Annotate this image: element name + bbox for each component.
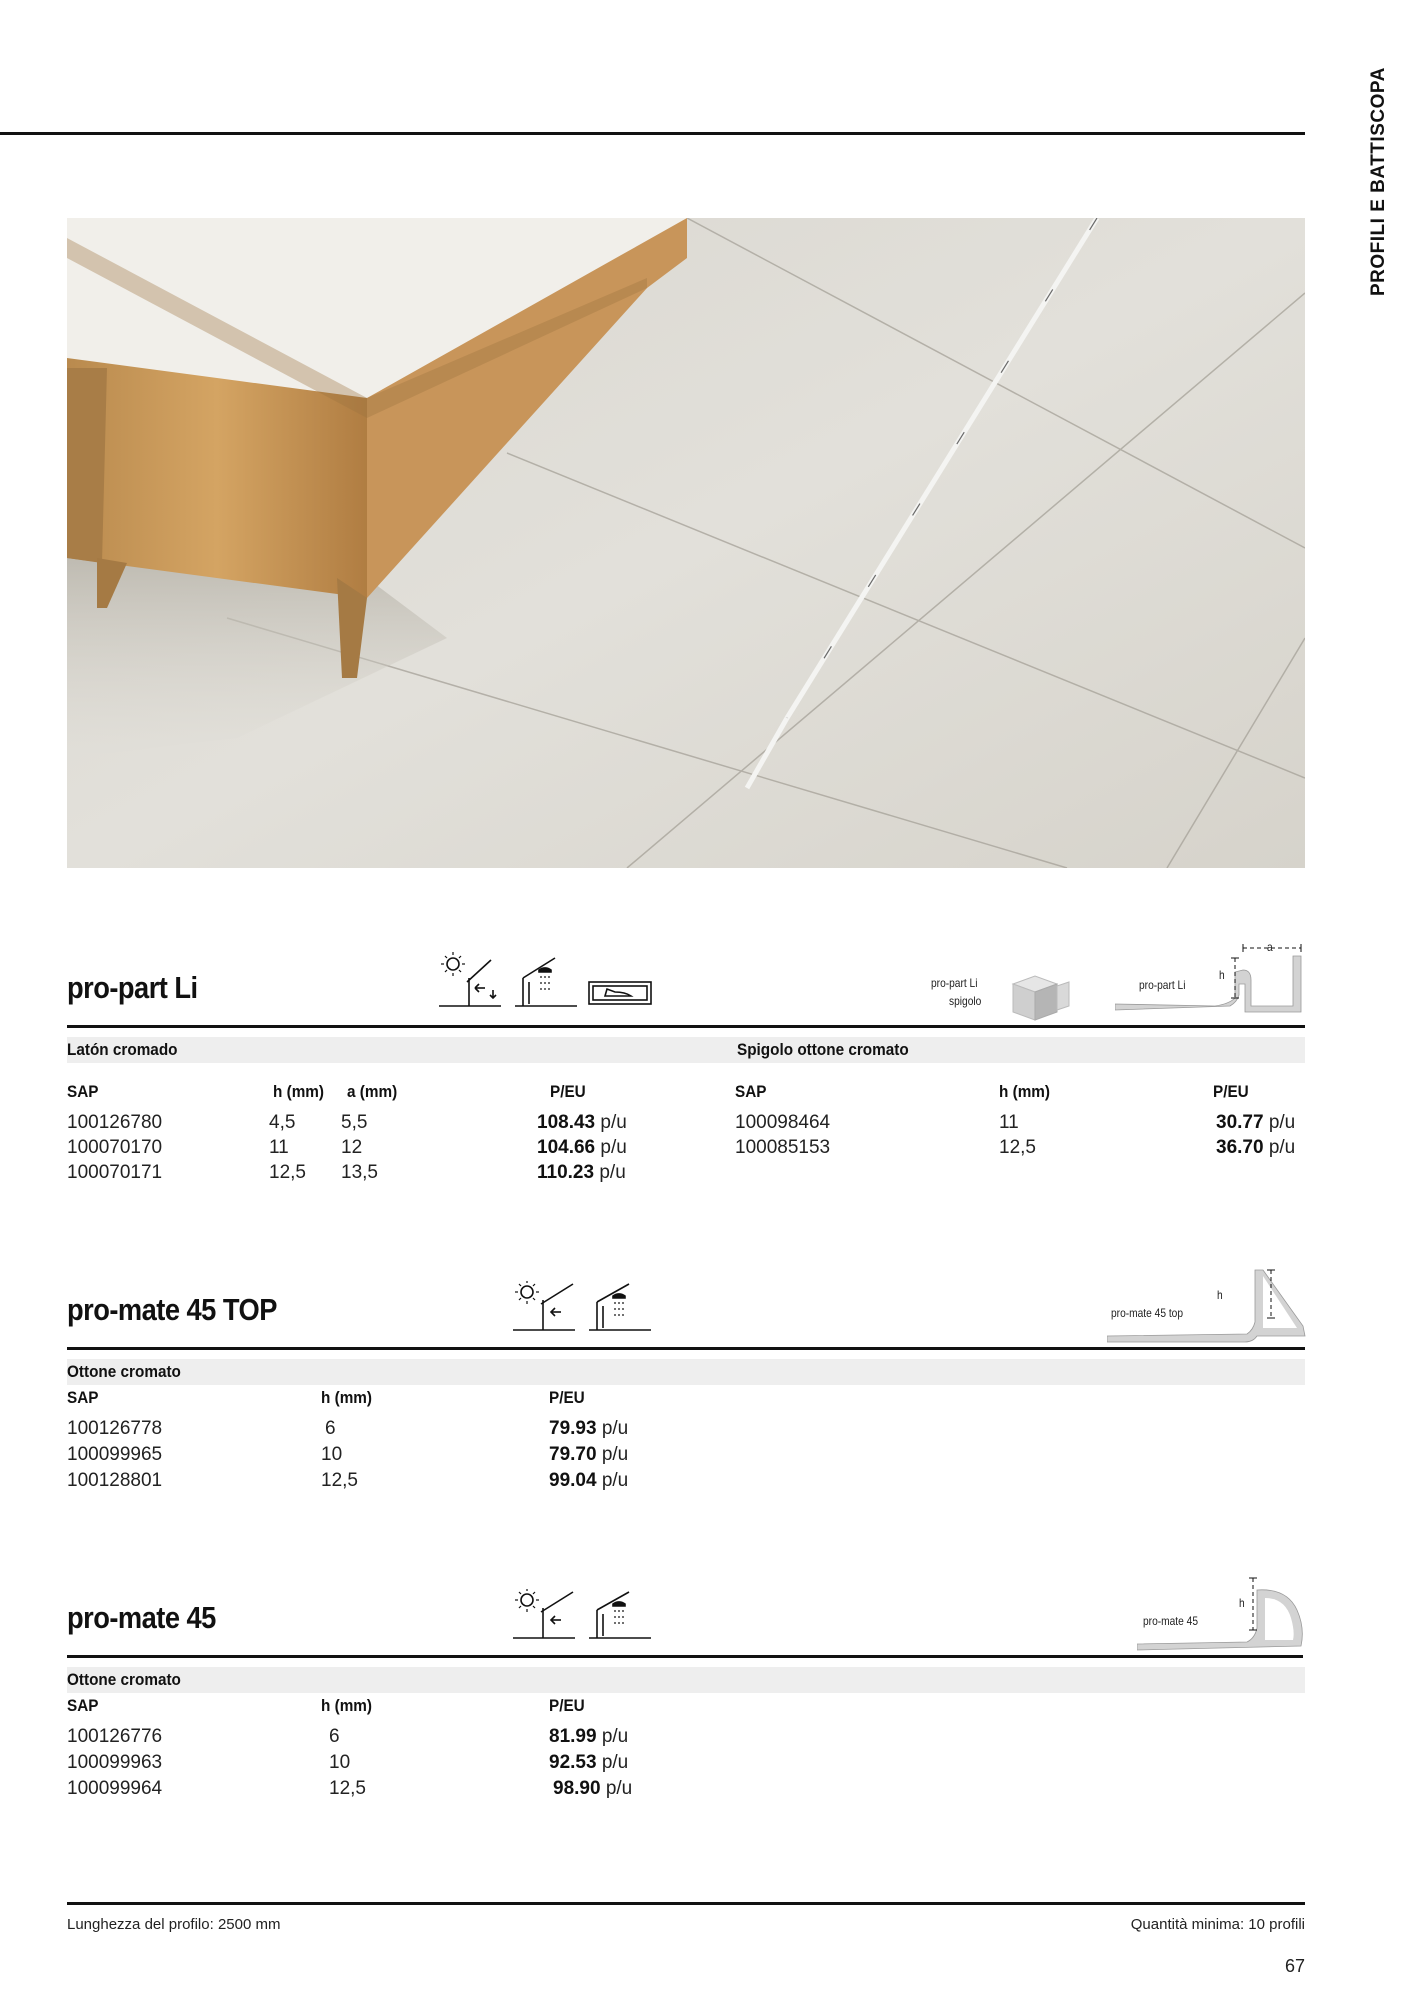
table-row-h-right: 12,5 [999,1137,1036,1158]
price-value: 92.53 [549,1752,597,1773]
material-band [67,1037,1305,1063]
price-unit: p/u [601,1470,629,1491]
table-row-sap: 100070171 [67,1162,163,1183]
price-unit: p/u [601,1418,629,1439]
table-row-a: 5,5 [341,1112,368,1133]
price-value: 79.70 [549,1444,597,1465]
table-row-sap: 100099964 [67,1778,163,1799]
table-row-sap: 100099963 [67,1752,163,1773]
bathroom-floor-photo [67,218,1305,868]
shower-icon [589,1284,651,1330]
table-row-h-right: 11 [999,1112,1019,1133]
material-band [67,1359,1305,1385]
table-row-price-right [1216,1137,1295,1159]
price-unit: p/u [605,1778,633,1799]
table-row-price [549,1752,628,1774]
price-value: 99.04 [549,1470,597,1491]
table-row-price [549,1418,628,1440]
table-row-sap: 100126780 [67,1112,163,1133]
table-row-price [553,1778,632,1800]
profile-length-note: Lunghezza del profilo: 2500 mm [67,1916,281,1933]
price-unit: p/u [1268,1112,1296,1133]
table-row-h: 11 [269,1137,289,1158]
table-row-price [537,1162,626,1184]
col-h: h (mm) [321,1696,373,1715]
corner-cube-icon [1005,968,1075,1024]
price-value: 98.90 [553,1778,601,1799]
col-price: P/EU [549,1696,585,1715]
table-row-price [537,1112,627,1134]
footer-divider [67,1902,1305,1905]
price-unit: p/u [601,1444,629,1465]
product-title: pro-mate 45 [67,1600,216,1635]
outdoor-sun-icon [513,1281,575,1330]
usage-icons [513,1280,663,1345]
price-value: 81.99 [549,1726,597,1747]
floor-walk-icon [589,982,651,1004]
table-row-sap: 100126776 [67,1726,163,1747]
price-unit: p/u [600,1112,627,1133]
table-row-sap-right: 100098464 [735,1112,831,1133]
col-price-right: P/EU [1213,1082,1249,1101]
price-value: 108.43 [537,1112,596,1133]
profile-caption: pro-mate 45 [1143,1614,1198,1628]
outdoor-sun-icon [513,1589,575,1638]
col-price: P/EU [549,1388,585,1407]
corner-caption-2: spigolo [949,994,982,1008]
dim-h-label: h [1217,1288,1223,1302]
usage-icons [513,1588,663,1653]
outdoor-sun-icon [439,952,501,1006]
section-divider [67,1025,1305,1028]
price-unit: p/u [600,1137,627,1158]
table-row-sap: 100099965 [67,1444,163,1465]
col-a: a (mm) [347,1082,398,1101]
shower-icon [589,1592,651,1638]
table-row-price [549,1470,628,1492]
page-number: 67 [1284,1956,1305,1976]
material-label: Ottone cromato [67,1362,181,1381]
category-side-label: PROFILI E BATTISCOPA [1368,67,1389,296]
table-row-h: 6 [325,1418,336,1439]
product-section-pro-part-li [67,940,1305,1200]
minimum-quantity-note: Quantità minima: 10 profili [1130,1916,1305,1933]
price-value: 110.23 [537,1162,595,1183]
profile-cross-section-icon [1137,1570,1307,1652]
price-value: 36.70 [1216,1137,1264,1158]
material-band [67,1667,1305,1693]
col-h: h (mm) [273,1082,325,1101]
section-divider [67,1347,1305,1350]
table-row-price [549,1726,628,1748]
price-unit: p/u [599,1162,626,1183]
top-divider [0,132,1305,135]
price-value: 104.66 [537,1137,596,1158]
product-section-pro-mate-45 [67,1570,1305,1810]
profile-caption: pro-mate 45 top [1111,1306,1184,1320]
table-row-sap-right: 100085153 [735,1137,831,1158]
dim-a-label: a [1267,940,1273,954]
table-row-sap: 100126778 [67,1418,163,1439]
section-divider [67,1655,1303,1658]
price-unit: p/u [601,1752,629,1773]
material-right: Spigolo ottone cromato [737,1040,909,1059]
col-h: h (mm) [321,1388,373,1407]
col-sap: SAP [67,1082,99,1101]
price-value: 30.77 [1216,1112,1264,1133]
col-sap-right: SAP [735,1082,767,1101]
bathroom-floor-photo-icon [67,218,1305,868]
table-row-h: 10 [321,1444,343,1465]
corner-caption-line1: pro-part Li [931,976,978,990]
table-row-h: 10 [329,1752,351,1773]
col-price: P/EU [550,1082,586,1101]
profile-cross-section-icon [1107,1262,1307,1344]
col-sap: SAP [67,1696,99,1715]
usage-icons [439,948,679,1013]
price-unit: p/u [601,1726,629,1747]
material-label: Ottone cromato [67,1670,181,1689]
table-row-h: 4,5 [269,1112,296,1133]
corner-caption [931,976,977,990]
table-row-h: 12,5 [269,1162,306,1183]
material-left: Latón cromado [67,1040,178,1059]
price-value: 79.93 [549,1418,597,1439]
table-row-h: 12,5 [321,1470,358,1491]
table-row-price-right [1216,1112,1295,1134]
product-title: pro-mate 45 TOP [67,1292,277,1327]
dim-h-label: h [1239,1596,1245,1610]
col-sap: SAP [67,1388,99,1407]
table-row-a: 12 [341,1137,363,1158]
dim-h-label: h [1219,968,1225,982]
profile-caption: pro-part Li [1139,978,1186,992]
corner-piece-drawing [1005,968,1075,1029]
table-row-h: 12,5 [329,1778,366,1799]
table-row-h: 6 [329,1726,340,1747]
table-row-price [549,1444,628,1466]
table-row-price [537,1137,627,1159]
product-section-pro-mate-45-top [67,1262,1305,1502]
table-row-sap: 100070170 [67,1137,163,1158]
table-row-a: 13,5 [341,1162,378,1183]
shower-icon [515,958,577,1006]
table-row-sap: 100128801 [67,1470,163,1491]
product-title: pro-part Li [67,970,198,1005]
col-h-right: h (mm) [999,1082,1051,1101]
price-unit: p/u [1268,1137,1296,1158]
